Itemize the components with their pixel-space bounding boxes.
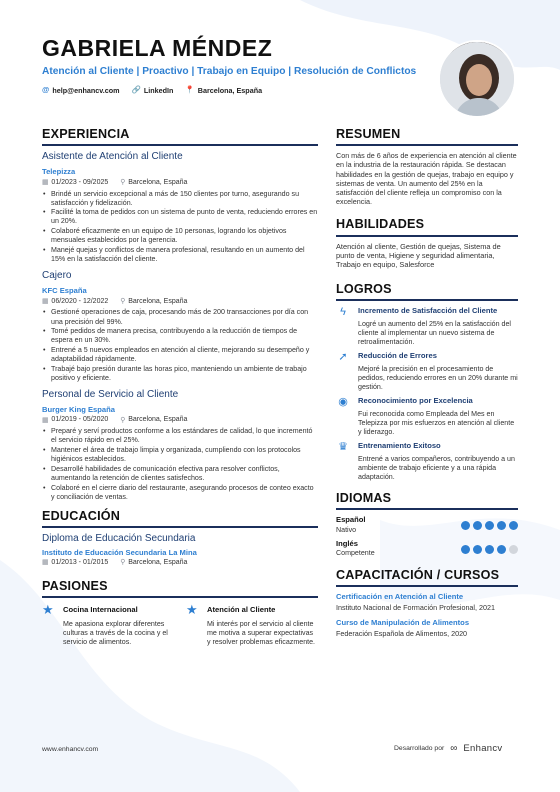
linkedin-contact[interactable] bbox=[132, 85, 174, 95]
bullet-item: • Mantener el área de trabajo limpia y organizada, cumpliendo con los protocolos higiénicos establecidos. bbox=[42, 446, 318, 464]
passion-body bbox=[207, 603, 318, 647]
passion-body bbox=[63, 603, 174, 647]
job-bullets bbox=[42, 427, 318, 501]
education-entry bbox=[42, 533, 318, 568]
lightning-icon: ϟ bbox=[340, 306, 346, 319]
language-name: Inglés bbox=[336, 538, 358, 548]
enhancv-logo-icon: ∞ bbox=[450, 743, 458, 754]
proficiency-dot bbox=[497, 521, 506, 530]
job-dates-group bbox=[42, 298, 108, 307]
calendar-icon: ▦ bbox=[42, 178, 49, 186]
badge-icon: ◉ bbox=[338, 395, 348, 408]
job-location: Barcelona, España bbox=[128, 178, 188, 186]
summary-text: Con más de 6 años de experiencia en atención al cliente en la industria de la restauración rápida. Se destacan habilidades en la gestión de quejas, trabajo en equipo y sistemas de venta. Un aumento del 25% en la satisfacción del cliente refleja un compromiso con la excelencia. bbox=[336, 151, 517, 207]
language-name: Español bbox=[336, 514, 366, 524]
job-dates-group bbox=[42, 416, 108, 425]
company-name: Telepizza bbox=[42, 166, 76, 176]
candidate-name: GABRIELA MÉNDEZ bbox=[42, 35, 273, 61]
skills-heading: HABILIDADES bbox=[336, 216, 518, 236]
education-location: Barcelona, España bbox=[128, 559, 188, 567]
left-column bbox=[42, 126, 318, 647]
location-pin-icon: ⚲ bbox=[120, 297, 126, 305]
proficiency-dot bbox=[509, 545, 518, 554]
education-dates: 01/2013 - 01/2015 bbox=[51, 559, 109, 567]
passion-title: Atención al Cliente bbox=[207, 605, 276, 615]
education-heading: EDUCACIÓN bbox=[42, 508, 318, 528]
headline: Atención al Cliente | Proactivo | Trabajo en Equipo | Resolución de Conflictos bbox=[42, 66, 417, 78]
job-dates: 06/2020 - 12/2022 bbox=[51, 297, 109, 305]
job-location-group bbox=[120, 179, 187, 188]
footer-branding bbox=[394, 743, 502, 756]
bullet-item: • Colaboré eficazmente en un equipo de 10 personas, logrando los objetivos mensuales establecidos por la gerencia. bbox=[42, 227, 318, 245]
location-pin-icon: ⚲ bbox=[120, 559, 126, 567]
bullet-item: • Brindé un servicio excepcional a más de 150 clientes por turno, asegurando su satisfacción y fidelización. bbox=[42, 190, 318, 208]
calendar-icon: ▦ bbox=[42, 416, 49, 424]
rocket-icon: ➚ bbox=[338, 351, 348, 363]
passion-item bbox=[42, 603, 174, 647]
achievement-item bbox=[336, 441, 518, 482]
achievement-body bbox=[358, 396, 518, 437]
language-item bbox=[336, 515, 518, 535]
achievements-heading: LOGROS bbox=[336, 281, 518, 301]
proficiency-dot bbox=[461, 545, 470, 554]
languages-list bbox=[336, 515, 518, 559]
proficiency-dot bbox=[461, 521, 470, 530]
bullet-item: • Facilité la toma de pedidos con un sistema de punto de venta, reduciendo errores en un 20%. bbox=[42, 208, 318, 226]
training-list bbox=[336, 592, 518, 639]
job-title: Asistente de Atención al Cliente bbox=[42, 151, 183, 163]
job-dates-group bbox=[42, 179, 108, 188]
achievement-description: Fui reconocida como Empleada del Mes en Telepizza por mis esfuerzos en atención al cliente y liderazgo. bbox=[358, 409, 515, 436]
achievement-title: Reconocimiento por Excelencia bbox=[358, 395, 473, 405]
location-pin-icon: 📍 bbox=[185, 85, 195, 95]
achievement-body bbox=[358, 441, 518, 482]
language-info bbox=[336, 539, 375, 559]
star-icon: ★ bbox=[186, 602, 198, 618]
bullet-item: • Trabajé bajo presión durante las horas pico, manteniendo un ambiente de trabajo positivo y eficiente. bbox=[42, 365, 318, 383]
location-contact bbox=[185, 85, 262, 95]
passion-item bbox=[186, 603, 318, 647]
star-icon: ★ bbox=[42, 602, 54, 618]
achievement-body bbox=[358, 351, 518, 392]
languages-heading: IDIOMAS bbox=[336, 490, 518, 510]
course-item bbox=[336, 592, 518, 613]
job-dates: 01/2019 - 05/2020 bbox=[51, 416, 109, 424]
location-text: Barcelona, España bbox=[197, 85, 263, 95]
training-heading: CAPACITACIÓN / CURSOS bbox=[336, 567, 518, 587]
proficiency-dot bbox=[485, 545, 494, 554]
job-dates: 01/2023 - 09/2025 bbox=[51, 178, 109, 186]
language-level: Nativo bbox=[336, 525, 357, 534]
experience-entry bbox=[42, 151, 318, 264]
achievement-title: Reducción de Errores bbox=[358, 351, 437, 360]
company-name: Burger King España bbox=[42, 404, 115, 414]
linkedin-text: LinkedIn bbox=[143, 85, 174, 95]
email-text: help@enhancv.com bbox=[52, 85, 120, 95]
achievements-list bbox=[336, 306, 518, 482]
email-contact[interactable] bbox=[42, 85, 120, 95]
job-location-group bbox=[120, 298, 187, 307]
location-pin-icon: ⚲ bbox=[120, 416, 126, 424]
job-bullets bbox=[42, 308, 318, 382]
experience-heading: EXPERIENCIA bbox=[42, 126, 318, 146]
course-organization: Instituto Nacional de Formación Profesional, 2021 bbox=[336, 603, 496, 613]
degree-title: Diploma de Educación Secundaria bbox=[42, 532, 196, 544]
achievement-description: Entrené a varios compañeros, contribuyendo a un ambiente de trabajo eficiente y a una rápida adaptación. bbox=[358, 454, 515, 481]
calendar-icon: ▦ bbox=[42, 297, 49, 305]
achievement-item bbox=[336, 351, 518, 392]
course-item bbox=[336, 618, 518, 639]
achievement-title: Entrenamiento Exitoso bbox=[358, 440, 441, 450]
achievement-title: Incremento de Satisfacción del Cliente bbox=[358, 306, 498, 316]
job-location: Barcelona, España bbox=[128, 297, 188, 305]
bullet-item: • Preparé y serví productos conforme a los estándares de calidad, lo que incrementó el servicio rápido en el 25%. bbox=[42, 427, 318, 445]
summary-heading: RESUMEN bbox=[336, 126, 518, 146]
experience-list bbox=[42, 151, 318, 502]
achievement-body bbox=[358, 306, 518, 347]
at-icon: @ bbox=[42, 85, 50, 95]
passions-heading: PASIONES bbox=[42, 578, 318, 598]
job-location-group bbox=[120, 416, 187, 425]
bullet-item: • Desarrollé habilidades de comunicación efectiva para resolver conflictos, aumentando la retención de clientes satisfechos. bbox=[42, 465, 318, 483]
education-meta bbox=[42, 559, 318, 568]
course-title: Curso de Manipulación de Alimentos bbox=[336, 617, 470, 627]
company-name: KFC España bbox=[42, 285, 87, 295]
passion-description: Me apasiona explorar diferentes culturas a través de la cocina y el servicio de alimentos. bbox=[63, 620, 168, 647]
right-column bbox=[336, 126, 518, 644]
proficiency-dot bbox=[473, 545, 482, 554]
job-title: Cajero bbox=[42, 269, 72, 281]
skills-text: Atención al cliente, Gestión de quejas, Sistema de punto de venta, Higiene y seguridad alimentaria, Trabajo en equipo, Salesforce bbox=[336, 241, 501, 270]
passions-list bbox=[42, 603, 318, 647]
profile-photo bbox=[438, 40, 516, 118]
job-meta bbox=[42, 416, 318, 425]
proficiency-dot bbox=[473, 521, 482, 530]
portrait-illustration bbox=[440, 42, 516, 118]
achievement-description: Mejoré la precisión en el procesamiento de pedidos, reduciendo errores en un 20% durante mi gestión. bbox=[358, 364, 518, 391]
achievement-item bbox=[336, 396, 518, 437]
proficiency-dots bbox=[461, 545, 518, 554]
job-meta bbox=[42, 298, 318, 307]
proficiency-dot bbox=[497, 545, 506, 554]
language-level: Competente bbox=[336, 549, 375, 558]
contact-bar bbox=[42, 85, 422, 95]
link-icon: 🔗 bbox=[131, 85, 141, 95]
location-pin-icon: ⚲ bbox=[120, 178, 126, 186]
resume-header bbox=[42, 36, 422, 95]
language-info bbox=[336, 515, 366, 535]
bullet-item: • Entrené a 5 nuevos empleados en atención al cliente, mejorando su desempeño y adaptabilidad rápidamente. bbox=[42, 346, 318, 364]
experience-entry bbox=[42, 389, 318, 502]
job-location: Barcelona, España bbox=[128, 416, 188, 424]
language-item bbox=[336, 539, 518, 559]
school-name: Instituto de Educación Secundaria La Mina bbox=[42, 547, 197, 557]
bullet-item: • Colaboré en el cierre diario del restaurante, asegurando procesos de conteo exacto y conciliación de ventas. bbox=[42, 484, 318, 502]
powered-by-text: Desarrollado por bbox=[394, 745, 445, 753]
job-meta bbox=[42, 179, 318, 188]
brand-name: Enhancv bbox=[463, 743, 503, 755]
passion-description: Mi interés por el servicio al cliente me motiva a superar expectativas y resolver problemas eficazmente. bbox=[207, 620, 316, 647]
proficiency-dots bbox=[461, 521, 518, 530]
bullet-item: • Tomé pedidos de manera precisa, contribuyendo a la reducción de tiempos de espera en un 30%. bbox=[42, 327, 318, 345]
trophy-icon: ♛ bbox=[338, 440, 348, 453]
proficiency-dot bbox=[485, 521, 494, 530]
achievement-description: Logré un aumento del 25% en la satisfacción del cliente al implementar un nuevo sistema de retroalimentación. bbox=[358, 319, 512, 346]
proficiency-dot bbox=[509, 521, 518, 530]
passion-title: Cocina Internacional bbox=[63, 605, 138, 615]
job-bullets bbox=[42, 190, 318, 264]
bullet-item: • Gestioné operaciones de caja, procesando más de 200 transacciones por día con una precisión del 99%. bbox=[42, 308, 318, 326]
bullet-item: • Manejé quejas y conflictos de manera profesional, resultando en un aumento del 15% en la satisfacción del cliente. bbox=[42, 246, 318, 264]
experience-entry bbox=[42, 270, 318, 383]
calendar-icon: ▦ bbox=[42, 559, 49, 567]
job-title: Personal de Servicio al Cliente bbox=[42, 388, 179, 400]
course-organization: Federación Española de Alimentos, 2020 bbox=[336, 629, 468, 639]
footer-website[interactable]: www.enhancv.com bbox=[42, 746, 99, 753]
achievement-item bbox=[336, 306, 518, 347]
course-title: Certificación en Atención al Cliente bbox=[336, 591, 464, 601]
